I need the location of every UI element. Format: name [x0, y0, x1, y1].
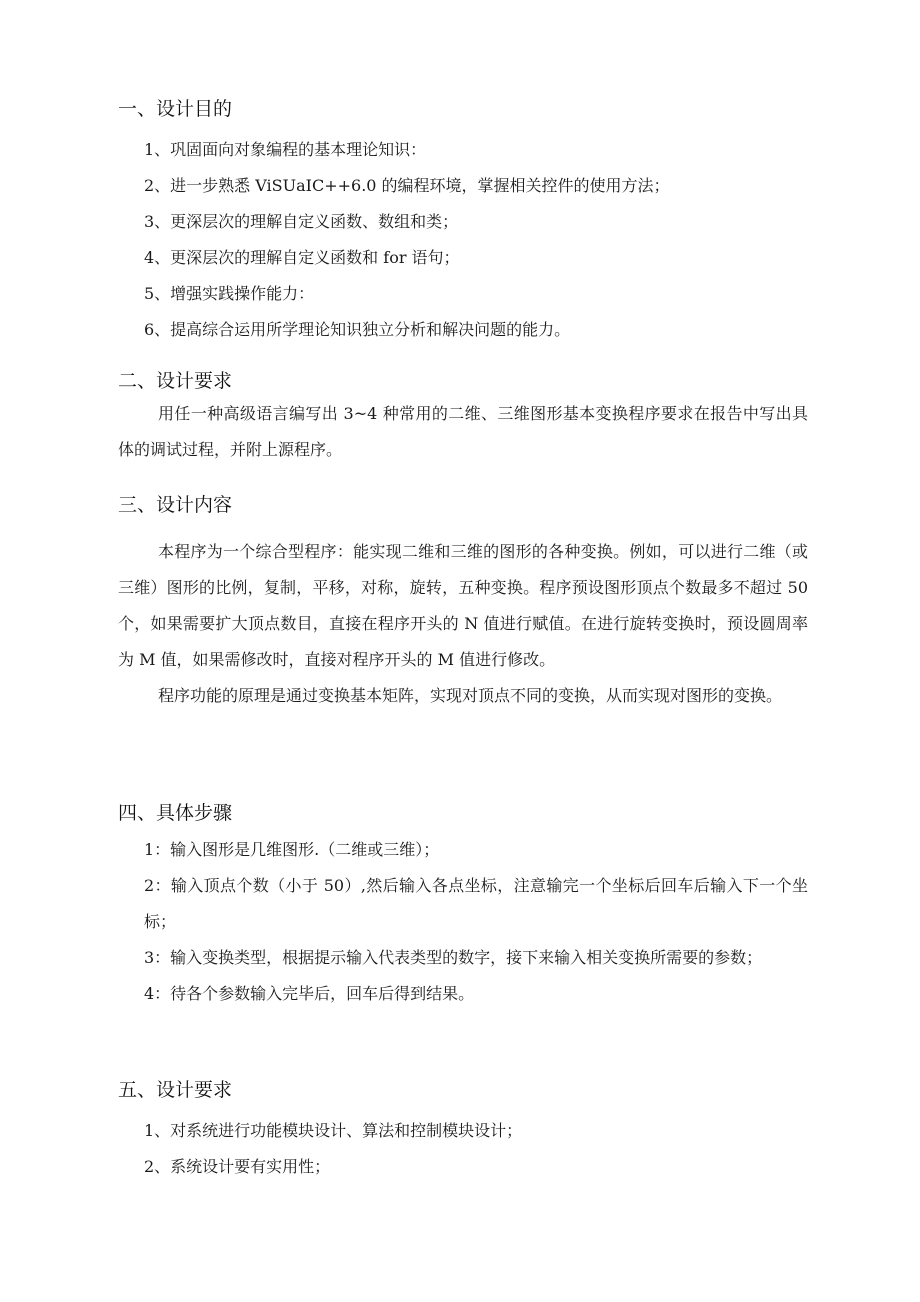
section-specific-steps: [118, 800, 808, 1012]
section-design-requirements-2: [118, 1077, 808, 1185]
list-item: 2、系统设计要有实用性；: [144, 1157, 331, 1176]
section-heading: 一、设计目的: [118, 98, 233, 120]
section-heading: 五、设计要求: [118, 1079, 233, 1101]
paragraph: 程序功能的原理是通过变换基本矩阵，实现对顶点不同的变换，从而实现对图形的变换。: [158, 686, 783, 705]
list-item: 5、增强实践操作能力：: [144, 284, 315, 303]
list-item: 4、更深层次的理解自定义函数和 for 语句；: [144, 248, 460, 267]
section-design-purpose: [118, 96, 808, 348]
section-heading: 三、设计内容: [118, 494, 233, 516]
step-item: 3：输入变换类型，根据提示输入代表类型的数字，接下来输入相关变换所需要的参数；: [144, 948, 763, 967]
list-item: 2、进一步熟悉 ViSUaIC++6.0 的编程环境，掌握相关控件的使用方法；: [144, 176, 670, 195]
list-item: 1、对系统进行功能模块设计、算法和控制模块设计；: [144, 1121, 523, 1140]
section-design-requirements: [118, 368, 808, 468]
step-item: 2：输入顶点个数（小于 50）,然后输入各点坐标，注意输完一个坐标后回车后输入下一个坐标；: [144, 876, 808, 931]
step-item: 1：输入图形是几维图形.（二维或三维）；: [144, 840, 440, 859]
step-item: 4：待各个参数输入完毕后，回车后得到结果。: [144, 984, 475, 1003]
paragraph: 用任一种高级语言编写出 3~4 种常用的二维、三维图形基本变换程序要求在报告中写出具体的调试过程，并附上源程序。: [118, 404, 808, 459]
section-heading: 四、具体步骤: [118, 802, 233, 824]
list-item: 3、更深层次的理解自定义函数、数组和类；: [144, 212, 459, 231]
section-heading: 二、设计要求: [118, 370, 233, 392]
paragraph: 本程序为一个综合型程序：能实现二维和三维的图形的各种变换。例如，可以进行二维（或三维）图形的比例，复制，平移，对称，旋转，五种变换。程序预设图形顶点个数最多不超过 50 个，如果需要扩大顶点数目，直接在程序开头的 N 值进行赋值。在进行旋转变换时，预设圆周率为 M 值，如果需修改时，直接对程序开头的 M 值进行修改。: [118, 542, 808, 669]
section-design-content: [118, 492, 808, 714]
list-item: 1、巩固面向对象编程的基本理论知识：: [144, 140, 427, 159]
list-item: 6、提高综合运用所学理论知识独立分析和解决问题的能力。: [144, 320, 571, 339]
